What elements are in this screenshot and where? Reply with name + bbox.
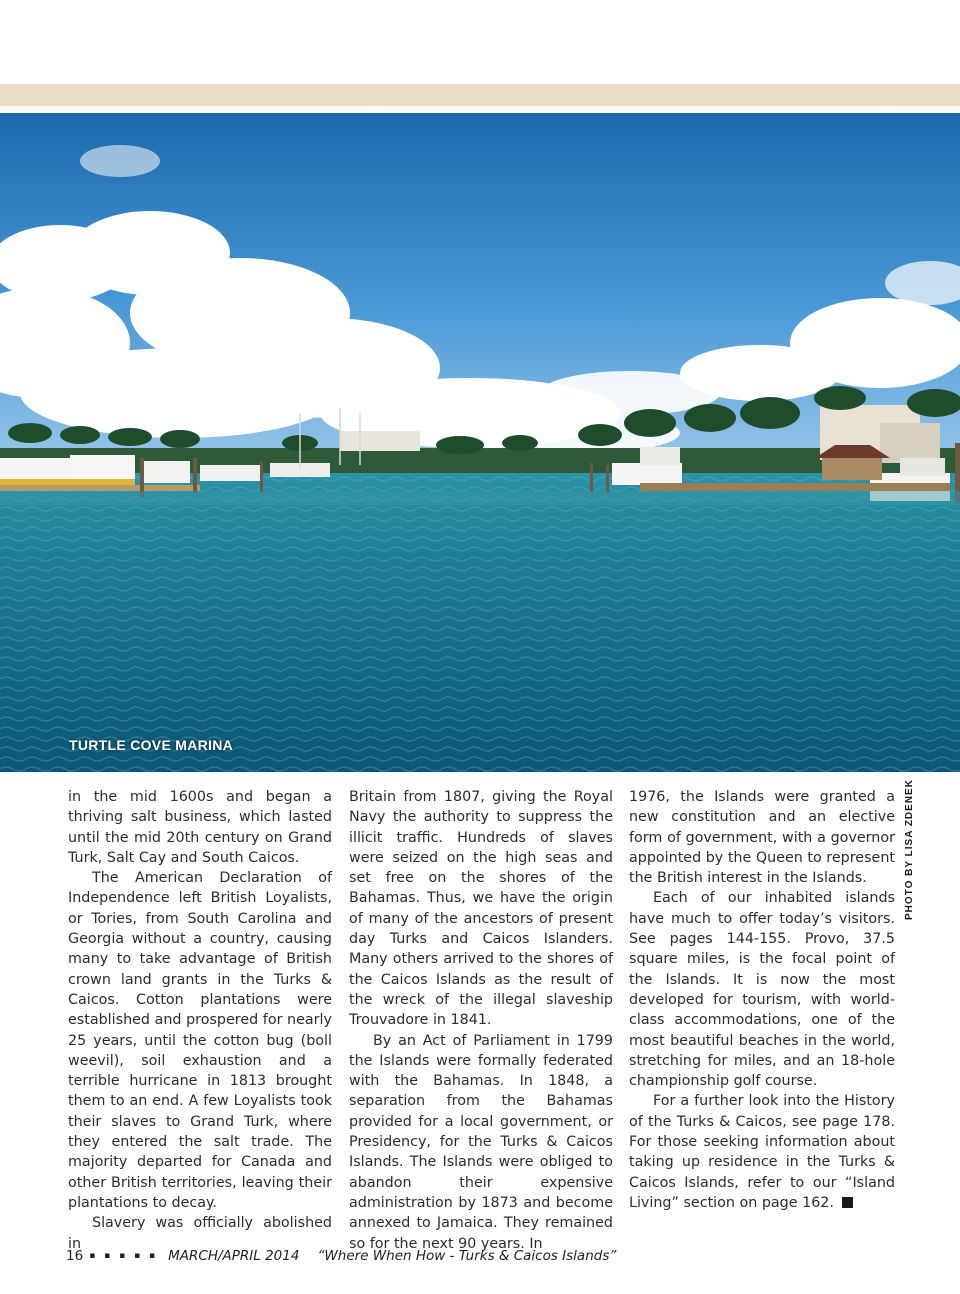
paragraph: Britain from 1807, giving the Royal Navy the authority to suppress the illicit traffic. Hundreds of slaves were seized on the high seas and set free on the shores of the Bahamas. Thus, we have the origin of many of the ancestors of present day Turks and Caicos Islanders. Many others arrived to the shores of the Caicos Islands as the result of the wreck of the illegal slaveship Trouvadore in 1841. — [349, 789, 613, 1029]
paragraph: The American Declaration of Independence left British Loyalists, or Tories, from South Carolina and Georgia without a country, causing many to take advantage of British crown land grants in the Turks & Caicos. Cotton plantations were established and prospered for nearly 25 years, until the cotton bug (boll weevil), soil exhaustion and a terrible hurricane in 1813 brought them to an end. A few Loyalists took their slaves to Grand Turk, where they entered the salt trade. The majority departed for Canada and other British territories, leaving their plantations to decay. — [68, 870, 332, 1211]
page-footer — [66, 1248, 616, 1264]
photo-credit: PHOTO BY LISA ZDENEK — [904, 779, 915, 920]
article-column-2 — [349, 787, 613, 1254]
paragraph-last — [629, 1091, 895, 1213]
header-band — [0, 84, 960, 106]
end-mark-icon — [842, 1197, 853, 1208]
publication-name: “Where When How - Turks & Caicos Islands” — [317, 1248, 617, 1264]
article-column-1 — [68, 787, 332, 1254]
page-number: 16 — [66, 1248, 84, 1264]
paragraph: Each of our inhabited islands have much to offer today’s visitors. See pages 144-155. Provo, 37.5 square miles, is the focal point of the Islands. It is now the most developed for tourism, with world-class accommodations, one of the most beautiful beaches in the world, stretching for miles, and an 18-hole championship golf course. — [629, 890, 895, 1090]
article-column-3 — [629, 787, 895, 1213]
paragraph: By an Act of Parliament in 1799 the Islands were formally federated with the Bahamas. In 1848, a separation from the Bahamas provided for a local government, or Presidency, for the Turks & Caicos Islands. The Islands were obliged to abandon their expensive administration by 1873 and become annexed to Jamaica. They remained so for the next 90 years. In — [349, 1032, 613, 1252]
marina-photo — [0, 113, 960, 772]
footer-dots: ▪ ▪ ▪ ▪ ▪ — [89, 1251, 159, 1261]
paragraph: Slavery was officially abolished in — [68, 1215, 332, 1252]
paragraph: in the mid 1600s and began a thriving salt business, which lasted until the mid 20th century on Grand Turk, Salt Cay and South Caicos. — [68, 789, 332, 866]
issue-date: MARCH/APRIL 2014 — [168, 1248, 300, 1264]
photo-caption: TURTLE COVE MARINA — [69, 737, 234, 753]
paragraph: 1976, the Islands were granted a new constitution and an elective form of government, with a governor appointed by the Queen to represent the British interest in the Islands. — [629, 789, 895, 887]
paragraph-text: For a further look into the History of the Turks & Caicos, see page 178. For those seeking information about taking up residence in the Turks & Caicos Islands, refer to our “Island Living” section on page 162. — [629, 1093, 895, 1211]
